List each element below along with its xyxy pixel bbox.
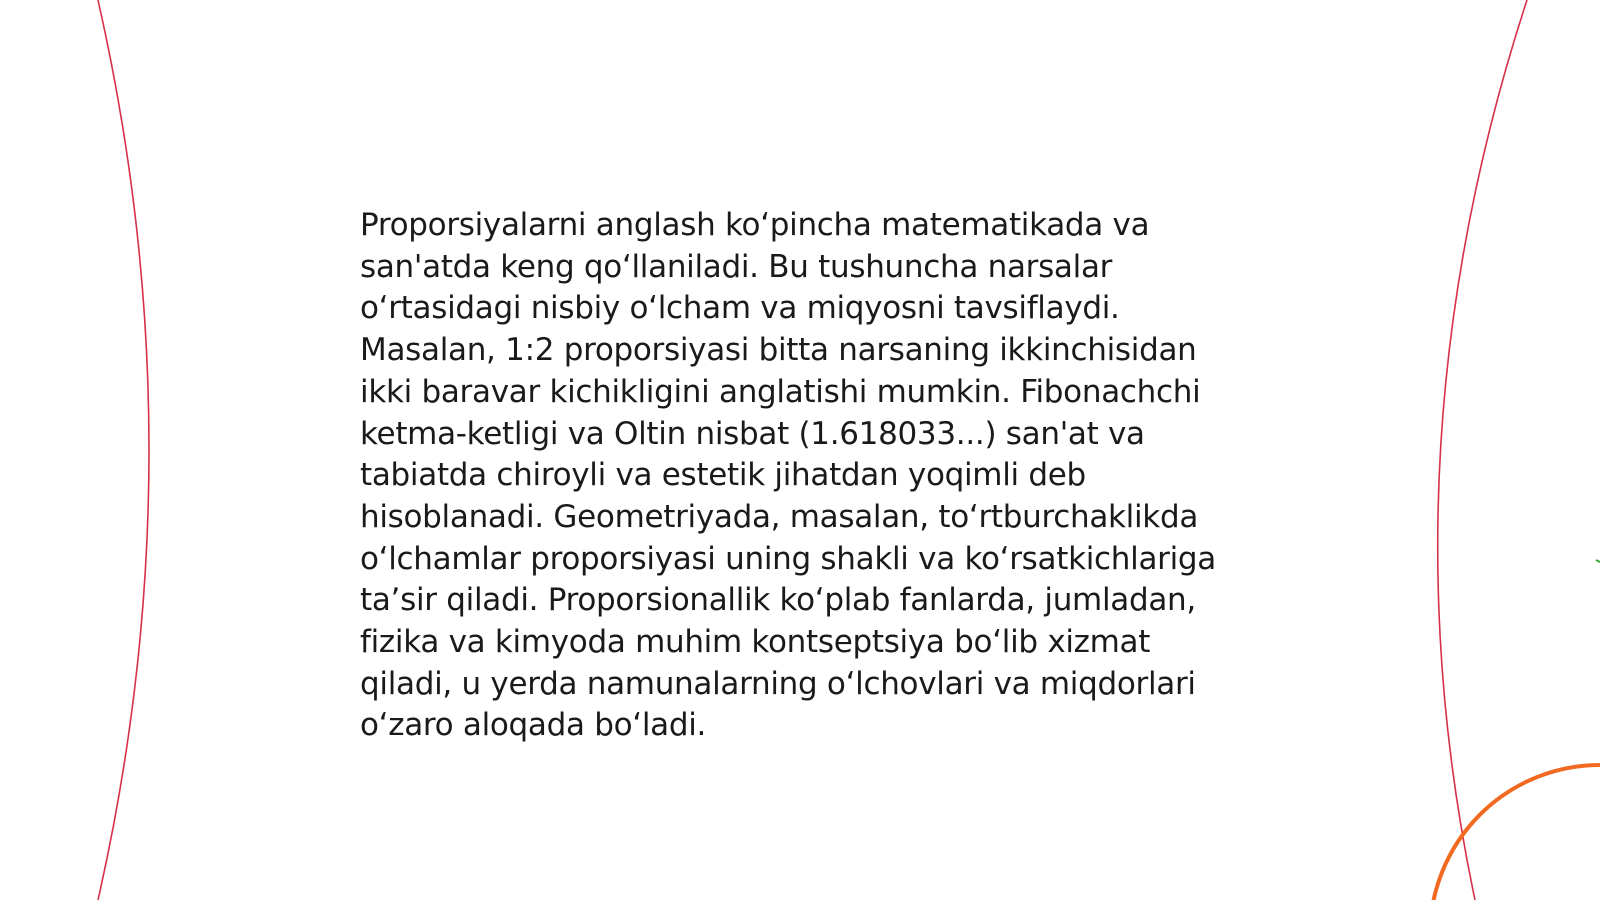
right-arc-line: [1438, 0, 1527, 900]
green-accent-mark: [1596, 560, 1600, 562]
left-arc-line: [98, 0, 149, 900]
body-paragraph: Proporsiyalarni anglash koʻpincha matematikada va san'atda keng qoʻllaniladi. Bu tushuncha narsalar oʻrtasidagi nisbiy oʻlcham va miqyosni tavsiflaydi. Masalan, 1:2 proporsiyasi bitta narsaning ikkinchisidan ikki baravar kichikligini anglatishi mumkin. Fibonachchi ketma-ketligi va Oltin nisbat (1.618033...) san'at va tabiatda chiroyli va estetik jihatdan yoqimli deb hisoblanadi. Geometriyada, masalan, toʻrtburchaklikda oʻlchamlar proporsiyasi uning shakli va koʻrsatkichlariga taʼsir qiladi. Proporsionallik koʻplab fanlarda, jumladan, fizika va kimyoda muhim kontseptsiya boʻlib xizmat qiladi, u yerda namunalarning oʻlchovlari va miqdorlari oʻzaro aloqada boʻladi.: [360, 207, 1216, 744]
